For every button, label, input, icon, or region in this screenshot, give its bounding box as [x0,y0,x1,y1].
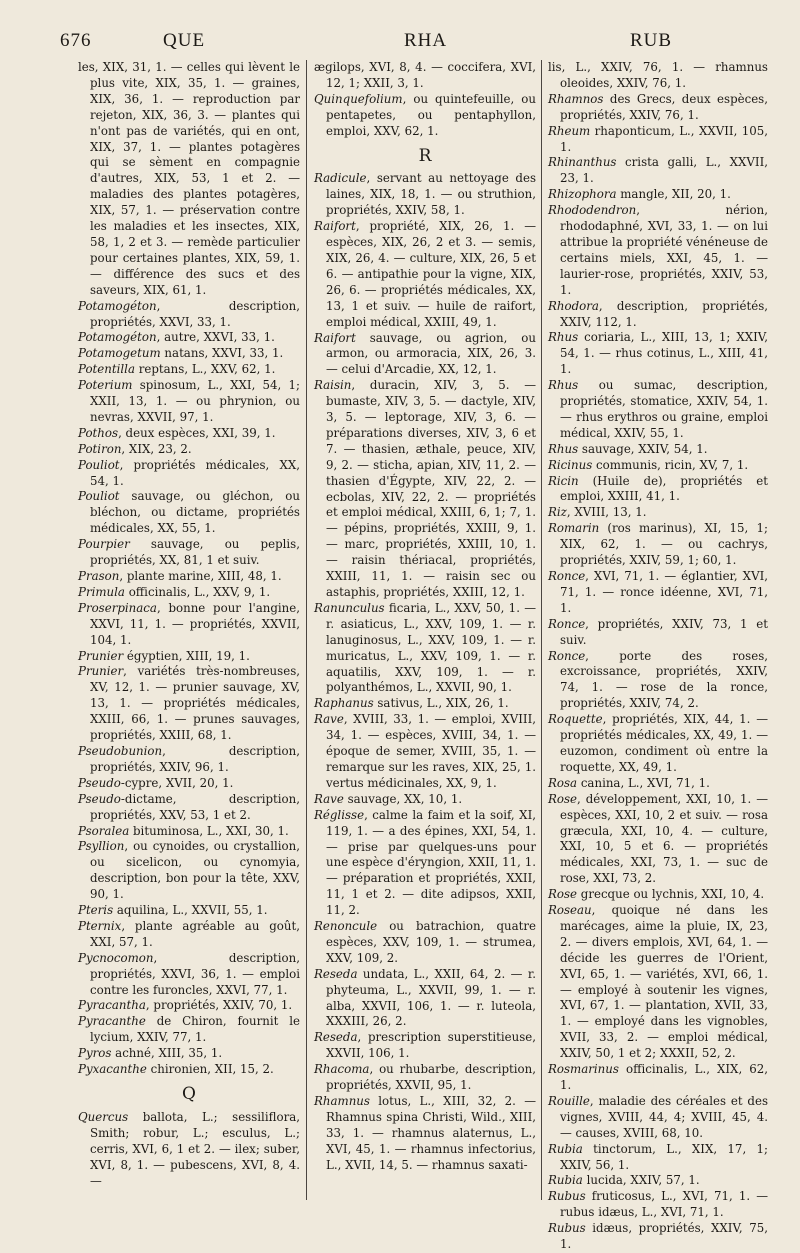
entry-references: , deux espèces, XXI, 39, 1. [118,425,276,440]
entry-term: Reseda [314,1030,358,1045]
entry-references: de Chiron, fournit le lycium, XXIV, 77, 1. [90,1014,300,1045]
entry-term: Pseudo [78,775,121,790]
index-entry [78,426,300,442]
entry-references: des Grecs, deux espèces, propriétés, XXIV, 76, 1. [560,91,768,122]
entry-term: Ricinus [548,457,593,472]
entry-references: , servant au nettoyage des laines, XIX, 18, 1. — ou struthion, propriétés, XXIV, 58, 1. [326,171,536,218]
index-entry [314,1062,536,1094]
entry-term: Potamogéton [78,330,157,345]
index-entry [314,60,536,92]
entry-references: fruticosus, L., XVI, 71, 1. — rubus idæus, L., XVI, 71, 1. [560,1189,768,1220]
entry-term: Rhus [548,330,579,345]
entry-references: , plante agréable au goût, XXI, 57, 1. [90,918,300,949]
index-entry [78,951,300,999]
index-entry [314,92,536,140]
entry-references: communis, ricin, XV, 7, 1. [592,457,749,472]
entry-term: Renoncule [314,919,378,934]
header-right-word: RUB [630,30,673,51]
entry-term: Pyracantha [78,998,146,1013]
index-entry [78,1046,300,1062]
entry-references: , nérion, rhododaphné, XVI, 33, 1. — on lui attribue la propriété vénéneuse de certains miels, XXI, 45, 1. — laurier-rose, propriétés, XXIV, 53, 1. [560,203,768,297]
entry-term: Prason [78,569,120,583]
section-letter: Q [182,1084,196,1104]
index-entry [548,458,768,474]
index-entry [548,1094,768,1142]
entry-references: ballota, L.; sessiliflora, Smith; robur, L.; esculus, L.; cerris, XVI, 6, 1 et 2. — ilex; suber, XVI, 8, 1. — pubescens, XVI, 8, 4. — [90,1109,300,1188]
entry-term: Prunier [78,648,124,663]
entry-term: Quercus [78,1109,129,1124]
entry-references: achné, XIII, 35, 1. [111,1046,223,1061]
entry-references: rhaponticum, L., XXVII, 105, 1. [560,123,768,154]
entry-references: grecque ou lychnis, XXI, 10, 4. [577,887,765,902]
entry-term: Pyros [78,1046,112,1061]
entry-term: Ricin [548,473,579,488]
entry-references: , ou rhubarbe, description, propriétés, XXVII, 95, 1. [326,1062,536,1093]
index-entry [78,585,300,601]
entry-references: égyptien, XIII, 19, 1. [123,648,250,663]
index-entry [548,330,768,378]
entry-term: Rave [314,791,344,806]
entry-term: Roseau [548,903,592,918]
index-entry [548,1062,768,1094]
index-entry [314,171,536,219]
entry-references: , propriétés, XIX, 44, 1. — propriétés médicales, XX, 49, 1. — euzomon, condiment où entre la roquette, XX, 49, 1. [560,712,768,774]
entry-references: , propriétés, XXIV, 73, 1 et suiv. [560,616,768,647]
entry-term: Psoralea [78,823,130,838]
entry-references: , propriétés médicales, XX, 54, 1. [90,457,300,488]
index-entry [548,712,768,776]
entry-references: natans, XXVI, 33, 1. [160,346,284,361]
entry-references: ou batrachion, quatre espèces, XXV, 109, 1. — strumea, XXV, 109, 2. [326,919,536,965]
entry-references: , description, propriétés, XXVI, 36, 1. — emploi contre les furoncles, XXVI, 77, 1. [90,950,300,997]
entry-term: Rhodora [548,298,599,313]
index-column-left [78,60,300,1235]
index-entry [78,919,300,951]
index-entry [78,362,300,378]
index-entry [314,601,536,696]
entry-term: Rubus [548,1221,586,1236]
index-entry [78,569,300,585]
entry-references: ou sumac, description, propriétés, stomatice, XXIV, 54, 1. — rhus erythros ou graine, emploi médical, XXIV, 55, 1. [560,378,768,440]
index-entry [78,346,300,362]
entry-term: Potiron [78,441,122,456]
entry-term: Rhododendron [548,203,637,218]
entry-references: , XIX, 23, 2. [121,441,192,456]
entry-references: canina, L., XVI, 71, 1. [577,775,710,790]
entry-term: Pseudobunion [78,743,163,758]
index-entry [314,967,536,1031]
entry-references: sauvage, ou agrion, ou armon, ou armoracia, XIX, 26, 3. — celui d'Arcadie, XX, 12, 1. [326,330,536,377]
entry-references: lucida, XXIV, 57, 1. [582,1173,700,1188]
entry-references: sauvage, XX, 10, 1. [343,791,463,806]
entry-references: reptans, L., XXV, 62, 1. [134,362,276,377]
section-letter: R [418,145,432,166]
entry-references: , propriétés, XXIV, 70, 1. [145,998,293,1013]
entry-references: (Huile de), propriétés et emploi, XXIII, 41, 1. [560,473,768,504]
index-entry [78,903,300,919]
entry-term: Rhus [548,441,579,456]
index-entry [548,569,768,617]
entry-references: undata, L., XXII, 64, 2. — r. phyteuma, L., XXVII, 99, 1. — r. alba, XXVII, 106, 1. — r. luteola, XXXIII, 26, 2. [326,966,536,1029]
entry-references: -cypre, XVII, 20, 1. [120,775,234,790]
entry-term: Raifort [314,219,356,234]
entry-references: idæus, propriétés, XXIV, 75, 1. [560,1221,768,1252]
index-entry [548,505,768,521]
entry-references: spinosum, L., XXI, 54, 1; XXII, 13, 1. — ou phrynion, ou nevras, XXVII, 97, 1. [90,378,300,424]
entry-references: , XVI, 71, 1. — églantier, XVI, 71, 1. — ronce idéenne, XVI, 71, 1. [560,569,768,615]
entry-term: Pourpier [78,537,130,552]
index-entry [548,792,768,887]
index-entry [78,299,300,331]
entry-term: Réglisse [314,807,365,822]
index-entry [78,1014,300,1046]
entry-references: , autre, XXVI, 33, 1. [156,330,275,345]
entry-term: Rubia [548,1141,583,1156]
entry-term: Pouliot [78,457,120,472]
entry-term: Potamogéton [78,298,157,313]
header-center-word: RHA [404,30,448,51]
entry-term: Pouliot [78,489,120,504]
entry-term: Potentilla [78,362,135,377]
index-entry [548,187,768,203]
entry-references: , développement, XXI, 10, 1. — espèces, XXI, 10, 2 et suiv. — rosa græcula, XXI, 10, 4. — culture, XXI, 10, 5 et 6. — propriétés médicales, XXI, 73, 1. — suc de rose, XXI, 73, 2. [560,791,768,886]
index-entry [78,744,300,776]
index-entry [548,378,768,442]
index-entry [548,299,768,331]
index-entry [548,203,768,298]
index-entry [548,776,768,792]
entry-references: aquilina, L., XXVII, 55, 1. [113,903,268,918]
entry-term: Poterium [78,378,133,393]
entry-term: Pseudo [78,791,121,806]
index-entry [548,92,768,124]
index-entry [314,696,536,712]
index-entry [78,330,300,346]
entry-term: Rubus [548,1189,586,1204]
entry-term: Rose [548,887,578,902]
index-entry [548,1221,768,1253]
index-entry [548,887,768,903]
entry-term: Rouille [548,1093,590,1108]
index-column-right [548,60,768,1252]
entry-references: , quoique né dans les marécages, aime la pluie, IX, 23, 2. — divers emplois, XVI, 64, 1. — décide les guerres de l'Orient, XVI, 65, 1. — variétés, XVI, 66, 1. — employé à soutenir les vignes, XVI, 67, 1. — plantation, XVII, 33, 1. — employé dans les vignobles, XVII, 33, 2. — emploi médical, XXIV, 50, 1 et 2; XXXII, 52, 2. [560,903,768,1061]
index-entry [548,474,768,506]
index-entry [548,124,768,156]
entry-references: , description, propriétés, XXIV, 96, 1. [90,743,300,774]
entry-references: bituminosa, L., XXI, 30, 1. [129,823,289,838]
index-entry [78,601,300,649]
entry-references: , bonne pour l'angine, XXVI, 11, 1. — propriétés, XXVII, 104, 1. [90,600,300,647]
entry-references: sauvage, ou gléchon, ou bléchon, ou dictame, propriétés médicales, XX, 55, 1. [90,489,300,536]
index-entry [78,442,300,458]
column-divider [306,60,307,1200]
entry-references: coriaria, L., XIII, 13, 1; XXIV, 54, 1. — rhus cotinus, L., XIII, 41, 1. [560,330,768,377]
entry-references: ægilops, XVI, 8, 4. — coccifera, XVI, 12, 1; XXII, 3, 1. [314,60,536,90]
page-number: 676 [60,30,92,51]
entry-references: officinalis, L., XXV, 9, 1. [124,584,271,599]
index-entry [78,839,300,903]
entry-term: Rhamnus [314,1094,370,1108]
entry-term: Pternix [78,918,122,933]
entry-references: chironien, XII, 15, 2. [146,1062,274,1077]
index-entry [314,792,536,808]
index-entry [548,1142,768,1174]
entry-term: Primula [78,584,125,599]
entry-references: officinalis, L., XIX, 62, 1. [560,1062,768,1092]
entry-references: sauvage, ou peplis, propriétés, XX, 81, 1 et suiv. [90,537,300,568]
entry-term: Rubia [548,1173,583,1188]
entry-term: Rhinanthus [548,155,617,170]
index-entry [548,903,768,1062]
entry-references: , XVIII, 33, 1. — emploi, XVIII, 34, 1. — espèces, XVIII, 34, 1. — époque de semer, XVIII, 35, 1. — remarque sur les raves, XIX, 25, 1. vertus médicinales, XX, 9, 1. [326,712,536,790]
entry-references: (ros marinus), XI, 15, 1; XIX, 62, 1. — ou cachrys, propriétés, XXIV, 59, 1; 60, 1. [560,521,768,568]
index-entry [78,1062,300,1078]
index-entry [548,521,768,569]
entry-references: crista galli, L., XXVII, 23, 1. [560,155,768,186]
entry-references: , ou quintefeuille, ou pentapetes, ou pentaphyllon, emploi, XXV, 62, 1. [326,91,536,138]
entry-term: Rave [314,712,344,727]
index-entry [78,824,300,840]
entry-term: Rhus [548,378,579,393]
index-entry [548,442,768,458]
index-entry [78,1110,300,1190]
entry-references: tinctorum, L., XIX, 17, 1; XXIV, 56, 1. [560,1141,768,1172]
index-entry [548,617,768,649]
entry-term: Riz [548,505,567,520]
entry-term: Ronce [548,616,586,631]
index-entry [548,649,768,713]
entry-term: Quinquefolium [314,91,403,106]
entry-references: , plante marine, XIII, 48, 1. [119,569,282,583]
index-entry [314,1094,536,1174]
entry-references: , propriété, XIX, 26, 1. — espèces, XIX, 26, 2 et 3. — semis, XIX, 26, 4. — culture, XIX, 26, 5 et 6. — antipathie pour la vigne, XIX, 26, 6. — propriétés médicales, XX, 13, 1 et suiv. — huile de raifort, emploi médical, XXIII, 49, 1. [326,219,536,329]
column-divider [541,60,542,1200]
index-entry [78,776,300,792]
entry-term: Ronce [548,569,586,583]
entry-references: , calme la faim et la soif, XI, 119, 1. — a des épines, XXI, 54, 1. — prise par quelques-uns pour une espèce d'éryngion, XXII, 11, 1. — préparation et propriétés, XXII, 11, 1 et 2. — dite adipsos, XXII, 11, 2. [326,807,536,918]
entry-term: Radicule [314,171,367,186]
entry-references: ficaria, L., XXV, 50, 1. — r. asiaticus, L., XXV, 109, 1. — r. lanuginosus, L., XXV, 109, 1. — r. muricatus, L., XXV, 109, 1. — r. aquatilis, XXV, 109, 1. — r. polyanthémos, L., XXVII, 90, 1. [326,600,536,695]
entry-term: Prunier [78,664,124,679]
index-entry [548,60,768,92]
entry-references: sativus, L., XIX, 26, 1. [373,696,509,711]
entry-references: , XVIII, 13, 1. [566,505,647,520]
index-entry [78,458,300,490]
entry-references: , description, propriétés, XXVI, 33, 1. [90,298,300,329]
entry-term: Roquette [548,712,603,727]
entry-references: -dictame, description, propriétés, XXV, 53, 1 et 2. [90,791,300,822]
entry-term: Raifort [314,330,356,345]
entry-references: , duracin, XIV, 3, 5. — bumaste, XIV, 3, 5. — dactyle, XIV, 3, 5. — leptorage, XIV, 3, 6. — préparations diverses, XIV, 3, 6 et 7. — thasien, æthale, peuce, XIV, 9, 2. — sticha, apian, XIV, 11, 2. — thasien d'Égypte, XIV, 22, 2. — ecbolas, XIV, 22, 2. — propriétés et emploi médical, XXIII, 6, 1; 7, 1. — pépins, propriétés, XXIII, 9, 1. — marc, propriétés, XXIII, 10, 1. — raisin thériacal, propriétés, XXIII, 11, 1. — raisin sec ou astaphis, propriétés, XXIII, 12, 1. [326,378,536,599]
entry-term: Raisin [314,378,352,393]
running-header [0,30,800,56]
entry-term: Rose [548,791,578,806]
entry-term: Pyxacanthe [78,1062,147,1077]
index-entry [78,378,300,426]
index-entry [548,155,768,187]
entry-term: Reseda [314,966,358,981]
entry-references: lotus, L., XIII, 32, 2. — Rhamnus spina Christi, Wild., XIII, 33, 1. — rhamnus alaternus, L., XVI, 45, 1. — rhamnus infectorius, L., XVII, 14, 5. — rhamnus saxati- [326,1094,536,1172]
entry-term: Pteris [78,903,114,918]
index-entry [78,664,300,744]
entry-references: sauvage, XXIV, 54, 1. [578,441,708,456]
entry-term: Potamogetum [78,346,161,361]
index-entry [314,331,536,379]
entry-references: mangle, XII, 20, 1. [616,187,731,202]
entry-term: Ranunculus [314,600,385,615]
entry-term: Rhizophora [548,187,617,202]
index-entry [314,808,536,919]
entry-term: Psyllion [78,839,125,854]
entry-term: Rheum [548,123,591,138]
index-entry [314,712,536,792]
index-entry [78,60,300,299]
index-entry [78,649,300,665]
entry-term: Rhacoma [314,1062,370,1077]
index-entry [78,998,300,1014]
index-entry [78,537,300,569]
index-entry [314,1030,536,1062]
entry-term: Raphanus [314,696,374,711]
index-entry [314,919,536,967]
entry-references: , ou cynoides, ou crystallion, ou sicelicon, ou cynomyia, description, bon pour la tête, XXV, 90, 1. [90,839,300,902]
entry-references: , variétés très-nombreuses, XV, 12, 1. — prunier sauvage, XV, 13, 1. — propriétés médicales, XXIII, 66, 1. — prunes sauvages, propriétés, XXIII, 68, 1. [90,664,300,743]
entry-term: Proserpinaca [78,600,157,615]
entry-references: les, XIX, 31, 1. — celles qui lèvent le plus vite, XIX, 35, 1. — graines, XIX, 36, 1. — reproduction par rejeton, XIX, 36, 3. — plantes qui n'ont pas de variétés, qui en ont, XIX, 37, 1. — plantes potagères qui se sèment en compagnie d'autres, XIX, 53, 1 et 2. — maladies des plantes potagères, XIX, 57, 1. — préservation contre les maladies et les insectes, XIX, 58, 1, 2 et 3. — remède particulier pour certaines plantes, XIX, 59, 1. — différence des sucs et des saveurs, XIX, 61, 1. [78,60,300,297]
entry-term: Rosmarinus [548,1062,619,1077]
index-entry [314,219,536,330]
index-entry [548,1173,768,1189]
entry-term: Rhamnos [548,91,604,106]
index-entry [548,1189,768,1221]
entry-references: , porte des roses, excroissance, propriétés, XXIV, 74, 1. — rose de la ronce, propriétés, XXIV, 74, 2. [560,648,768,711]
index-entry [78,792,300,824]
entry-term: Pyracanthe [78,1014,146,1029]
index-entry [78,489,300,537]
index-entry [314,378,536,601]
entry-term: Pycnocomon [78,950,154,965]
index-column-middle [314,60,536,1235]
entry-references: lis, L., XXIV, 76, 1. — rhamnus oleoides, XXIV, 76, 1. [548,60,768,90]
entry-term: Ronce [548,648,586,663]
entry-references: , description, propriétés, XXIV, 112, 1. [560,298,768,329]
entry-term: Romarin [548,521,600,536]
entry-term: Rosa [548,775,578,790]
entry-references: , prescription superstitieuse, XXVII, 106, 1. [326,1030,536,1061]
entry-term: Pothos [78,425,119,440]
entry-references: , maladie des céréales et des vignes, XVIII, 44, 4; XVIII, 45, 4. — causes, XVIII, 68, 10. [560,1093,768,1140]
header-left-word: QUE [163,30,206,51]
